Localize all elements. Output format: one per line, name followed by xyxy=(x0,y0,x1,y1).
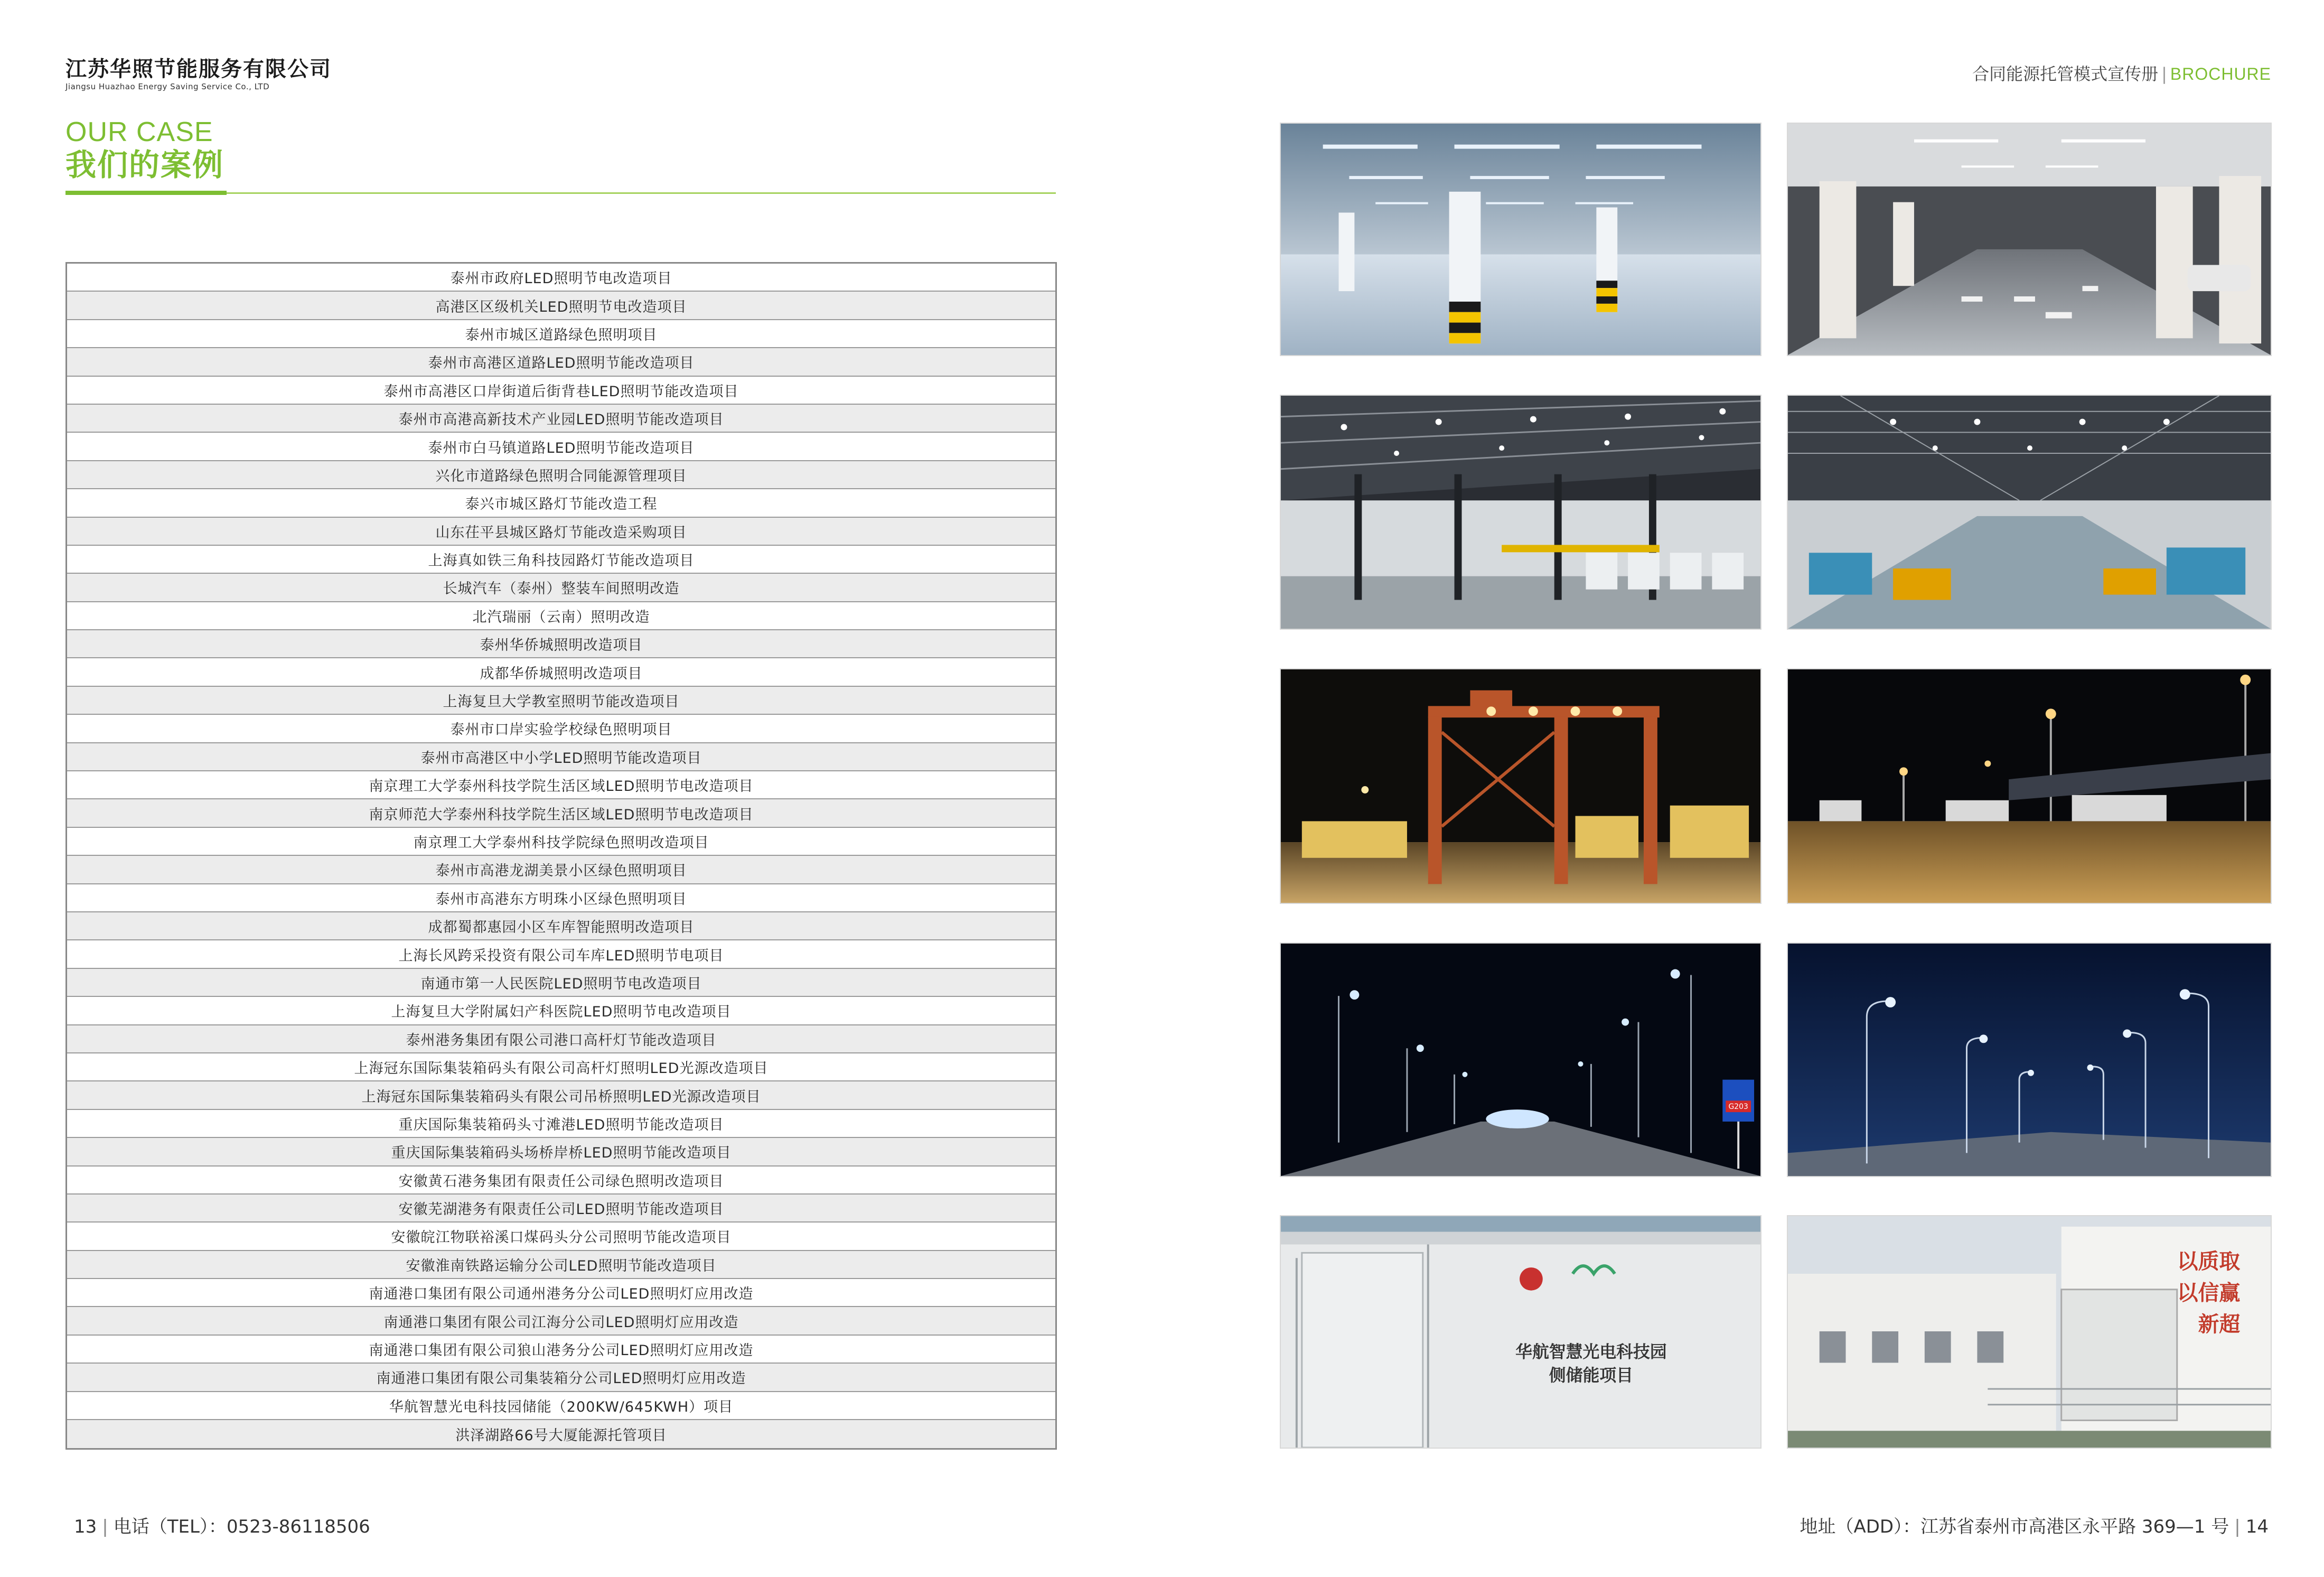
case-row: 南通港口集团有限公司江海分公司LED照明灯应用改造 xyxy=(67,1307,1055,1335)
case-row: 泰州市高港龙湖美景小区绿色照明项目 xyxy=(67,856,1055,884)
photo-storage-container xyxy=(1280,1215,1761,1449)
photo-factory-1 xyxy=(1280,395,1761,630)
case-row: 北汽瑞丽（云南）照明改造 xyxy=(67,602,1055,630)
case-row: 上海长风跨采投资有限公司车库LED照明节电项目 xyxy=(67,940,1055,968)
case-row: 泰州市高港高新技术产业园LED照明节能改造项目 xyxy=(67,405,1055,433)
container-text-line2: 侧储能项目 xyxy=(1549,1366,1634,1386)
case-row: 南京理工大学泰州科技学院绿色照明改造项目 xyxy=(67,828,1055,856)
photo-storage-site xyxy=(1787,1215,2272,1449)
photo-port-yard xyxy=(1787,668,2272,904)
case-row: 安徽芜湖港务有限责任公司LED照明节能改造项目 xyxy=(67,1195,1055,1223)
brochure-separator: | xyxy=(2161,64,2167,84)
company-logo-block xyxy=(65,57,332,92)
case-row: 重庆国际集装箱码头寸滩港LED照明节能改造项目 xyxy=(67,1110,1055,1138)
case-row: 重庆国际集装箱码头场桥岸桥LED照明节能改造项目 xyxy=(67,1138,1055,1166)
case-row: 泰州市高港区中小学LED照明节能改造项目 xyxy=(67,743,1055,771)
case-row: 山东茌平县城区路灯节能改造采购项目 xyxy=(67,518,1055,546)
case-row: 上海冠东国际集装箱码头有限公司高杆灯照明LED光源改造项目 xyxy=(67,1053,1055,1081)
section-heading xyxy=(65,117,224,183)
address-value: 江苏省泰州市高港区永平路 369—1 号 xyxy=(1920,1516,2229,1537)
wall-slogan-3: 新超 xyxy=(2198,1312,2241,1337)
case-row: 安徽淮南铁路运输分公司LED照明节能改造项目 xyxy=(67,1251,1055,1279)
footer-left xyxy=(74,1516,370,1537)
photo-factory-2 xyxy=(1787,395,2272,630)
brochure-title: 合同能源托管模式宣传册 xyxy=(1972,64,2159,84)
case-row: 泰州市高港区道路LED照明节能改造项目 xyxy=(67,348,1055,376)
case-row: 南通港口集团有限公司集装箱分公司LED照明灯应用改造 xyxy=(67,1364,1055,1392)
section-title-cn: 我们的案例 xyxy=(65,147,224,183)
case-row: 洪泽湖路66号大厦能源托管项目 xyxy=(67,1420,1055,1448)
brochure-label: BROCHURE xyxy=(2170,64,2271,83)
case-row: 上海复旦大学附属妇产科医院LED照明节电改造项目 xyxy=(67,997,1055,1025)
case-row: 泰州华侨城照明改造项目 xyxy=(67,630,1055,658)
photo-road-night-2 xyxy=(1787,943,2272,1177)
photo-parking-garage-2 xyxy=(1787,123,2272,356)
case-row: 南京理工大学泰州科技学院生活区域LED照明节电改造项目 xyxy=(67,771,1055,799)
case-row: 上海复旦大学教室照明节能改造项目 xyxy=(67,687,1055,715)
case-row: 长城汽车（泰州）整装车间照明改造 xyxy=(67,574,1055,602)
company-name-en: Jiangsu Huazhao Energy Saving Service Co., LTD xyxy=(65,82,270,91)
footer-right xyxy=(1800,1516,2269,1537)
container-text-line1: 华航智慧光电科技园 xyxy=(1515,1342,1667,1362)
photo-port-crane xyxy=(1280,668,1761,904)
wall-slogan-1: 以质取 xyxy=(2177,1249,2241,1274)
tel-value: 0523-86118506 xyxy=(226,1516,370,1537)
case-row: 兴化市道路绿色照明合同能源管理项目 xyxy=(67,461,1055,489)
company-name-cn: 江苏华照节能服务有限公司 xyxy=(65,57,332,81)
case-row: 泰州市白马镇道路LED照明节能改造项目 xyxy=(67,433,1055,461)
page-number-left: 13 xyxy=(74,1516,97,1537)
case-row: 南通港口集团有限公司狼山港务分公司LED照明灯应用改造 xyxy=(67,1336,1055,1364)
case-row: 泰州市口岸实验学校绿色照明项目 xyxy=(67,715,1055,743)
case-row: 安徽黄石港务集团有限责任公司绿色照明改造项目 xyxy=(67,1167,1055,1195)
page-number-right: 14 xyxy=(2245,1516,2269,1537)
footer-separator-right: | xyxy=(2234,1516,2241,1537)
case-row: 上海冠东国际集装箱码头有限公司吊桥照明LED光源改造项目 xyxy=(67,1081,1055,1109)
photo-road-night-1 xyxy=(1280,943,1761,1177)
tel-label: 电话（TEL）： xyxy=(113,1516,227,1537)
case-row: 高港区区级机关LED照明节电改造项目 xyxy=(67,292,1055,320)
address-label: 地址（ADD）： xyxy=(1800,1516,1921,1537)
case-row: 泰兴市城区路灯节能改造工程 xyxy=(67,489,1055,517)
photo-parking-garage-1 xyxy=(1280,123,1761,356)
case-row: 上海真如铁三角科技园路灯节能改造项目 xyxy=(67,546,1055,574)
wall-slogan-2: 以信赢 xyxy=(2177,1281,2241,1305)
brochure-header xyxy=(1972,63,2271,85)
case-row: 成都蜀都惠园小区车库智能照明改造项目 xyxy=(67,912,1055,940)
case-row: 泰州市高港东方明珠小区绿色照明项目 xyxy=(67,884,1055,912)
case-row: 华航智慧光电科技园储能（200KW/645KWH）项目 xyxy=(67,1392,1055,1420)
case-row: 泰州市高港区口岸街道后街背巷LED照明节能改造项目 xyxy=(67,377,1055,405)
case-row: 南通市第一人民医院LED照明节电改造项目 xyxy=(67,969,1055,997)
case-row: 泰州港务集团有限公司港口高杆灯节能改造项目 xyxy=(67,1025,1055,1053)
section-title-en: OUR CASE xyxy=(65,117,213,147)
case-row: 安徽皖江物联裕溪口煤码头分公司照明节能改造项目 xyxy=(67,1223,1055,1251)
case-list-table xyxy=(65,262,1057,1450)
title-divider-accent xyxy=(65,191,227,195)
footer-separator-left: | xyxy=(102,1516,108,1537)
case-row: 泰州市政府LED照明节电改造项目 xyxy=(67,264,1055,292)
case-row: 南通港口集团有限公司通州港务分公司LED照明灯应用改造 xyxy=(67,1279,1055,1307)
case-row: 成都华侨城照明改造项目 xyxy=(67,658,1055,686)
case-row: 泰州市城区道路绿色照明项目 xyxy=(67,320,1055,348)
case-row: 南京师范大学泰州科技学院生活区域LED照明节电改造项目 xyxy=(67,799,1055,827)
road-sign-text: G203 xyxy=(1728,1103,1748,1112)
